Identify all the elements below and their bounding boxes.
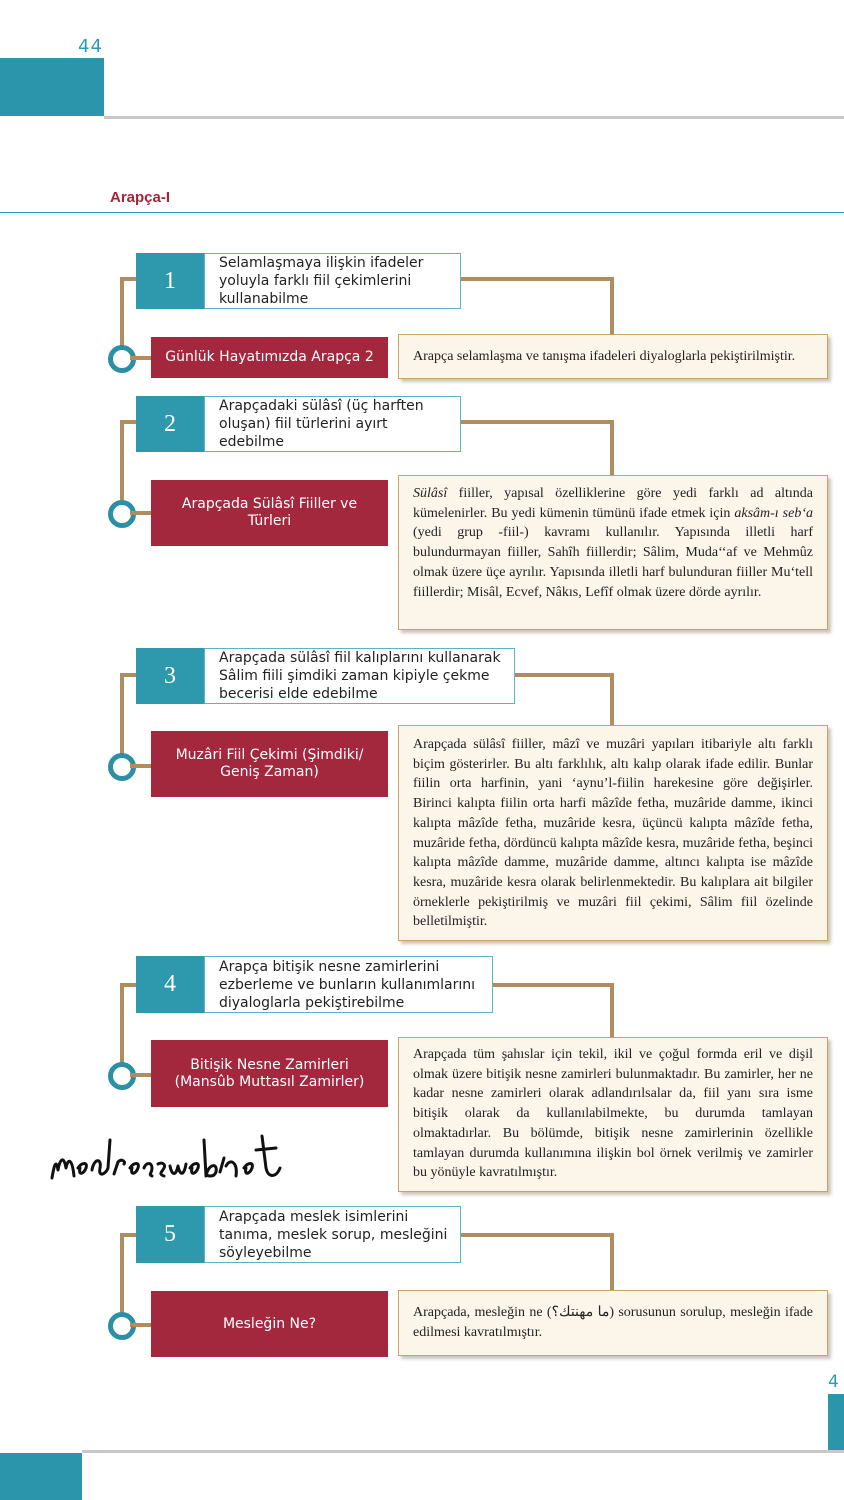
note-italic-term: aksâm-ı seb‘a: [734, 505, 813, 521]
topic-title: Bitişik Nesne Zamirleri (Mansûb Muttasıl Zamirler): [151, 1040, 388, 1107]
unit-number: 1: [136, 253, 204, 309]
connector-right-down: [610, 673, 614, 725]
connector-left: [120, 673, 124, 761]
topic-description: [398, 475, 828, 630]
topic-title: Günlük Hayatımızda Arapça 2: [151, 337, 388, 378]
objective-box: Arapçada sülâsî fiil kalıplarını kullanarak Sâlim fiili şimdiki zaman kipiyle çekme becerisi elde edebilme: [204, 648, 515, 704]
topic-description: Arapçada tüm şahıslar için tekil, ikil ve çoğul formda eril ve dişil olmak üzere bitişik nesne zamirleri bulunmaktadır. Bu zamirler, her ne kadar nesne zamirleri olarak adlandırılsalar da, fiil yanı sıra isme bitişik olarak da kullanılabilmekte, bu durumda tamlayan olmaktadırlar. Bu bölümde, bitişik nesne zamirlerinin özellikle tamlayan durumda kullanımına ilişkin bol örnek verilmiş ve zamirler bu yönüyle kavratılmıştır.: [398, 1037, 828, 1192]
connector-right: [514, 673, 614, 677]
section-title: Arapça-I: [110, 189, 171, 206]
section-rule: [0, 212, 844, 213]
topic-description: Arapçada sülâsî fiiller, mâzî ve muzâri yapıları itibariyle altı farklı biçim gösterirler. Bu altı farklılık, altı kalıp olarak ifade edilir. Bunlar fiilin orta harfinin, yani ‘aynu’l-fiilin harekesine göre değişirler. Birinci kalıpta fiilin orta harfi mâzîde fetha, muzâride damme, ikinci kalıpta mâzîde fetha, muzâride kesra, üçüncü kalıpta mâzîde fetha, muzâride fetha, dördüncü kalıpta mâzîde kesra, muzâride fetha, beşinci kalıpta mâzîde damme, muzâride damme, altıncı kalıpta ise mâzîde kesra, muzâride kesra olarak belirlenmektedir. Bu kalıplara ait bilgiler örneklerle pekiştirilmiş ve muzâri fiil çekimi, Sâlim fiil özelinde belletilmiştir.: [398, 725, 828, 941]
topic-title: Mesleğin Ne?: [151, 1291, 388, 1357]
connector-right-down: [610, 420, 614, 475]
connector-left: [120, 1233, 124, 1323]
connector-left: [120, 983, 124, 1073]
right-page-number: 4: [828, 1372, 839, 1392]
node-connector: [130, 764, 152, 768]
unit-number: 4: [136, 956, 204, 1013]
topic-title: Arapçada Sülâsî Fiiller ve Türleri: [151, 480, 388, 546]
node-connector: [130, 1323, 152, 1327]
topic-description: Arapçada, mesleğin ne (ما مهنتك؟) sorusunun sorulup, mesleğin ifade edilmesi kavratılmıştır.: [398, 1290, 828, 1356]
node-connector: [130, 356, 152, 360]
right-edge-tab: [828, 1394, 844, 1450]
objective-box: Arapça bitişik nesne zamirlerini ezberleme ve bunların kullanımlarını diyaloglarla pekiştirebilme: [204, 956, 493, 1013]
note-italic-term: Sülâsî: [413, 486, 448, 501]
objective-box: Selamlaşmaya ilişkin ifadeler yoluyla farklı fiil çekimlerini kullanabilme: [204, 253, 461, 309]
note-text: fiiller, yapısal özelliklerine göre yedi farklı ad altında kümelenirler. Bu yedi kümenin tümünü ifade etmek için: [413, 486, 813, 521]
handwritten-watermark: [48, 1128, 393, 1198]
topic-title: Muzâri Fiil Çekimi (Şimdiki/ Geniş Zaman): [151, 731, 388, 797]
connector-right-down: [610, 1233, 614, 1290]
unit-number: 3: [136, 648, 204, 704]
unit-number: 2: [136, 396, 204, 452]
connector-left: [120, 420, 124, 500]
note-text: (yedi grup -fiil-) kavramı kullanılır. Yapısında illetli harf bulundurmayan fiiller, Sahîh fiillerdir; Sâlim, Muda‘‘af ve Mehmûz olmak üzere üçe ayrılır. Yapısında illetli harf bulunduran fiiller Mu‘tell fiillerdir; Misâl, Ecvef, Nâkıs, Lefîf olmak üzere dörde ayrılır.: [413, 525, 813, 600]
topic-description: Arapça selamlaşma ve tanışma ifadeleri diyaloglarla pekiştirilmiştir.: [398, 334, 828, 379]
footer-rule: [82, 1450, 844, 1453]
connector-right: [492, 983, 614, 987]
unit-number: 5: [136, 1206, 204, 1263]
objective-box: Arapçada meslek isimlerini tanıma, meslek sorup, mesleğini söyleyebilme: [204, 1206, 461, 1263]
node-connector: [130, 511, 152, 515]
connector-right: [460, 1233, 614, 1237]
connector-right-down: [610, 983, 614, 1037]
header-rule: [104, 116, 844, 119]
node-connector: [130, 1073, 152, 1077]
objective-box: Arapçadaki sülâsî (üç harften oluşan) fiil türlerini ayırt edebilme: [204, 396, 461, 452]
connector-right: [460, 420, 614, 424]
connector-right: [460, 277, 614, 281]
footer-tab: [0, 1453, 82, 1500]
header-tab: [0, 58, 104, 116]
connector-right-down: [610, 277, 614, 334]
page-number: 44: [78, 36, 103, 57]
